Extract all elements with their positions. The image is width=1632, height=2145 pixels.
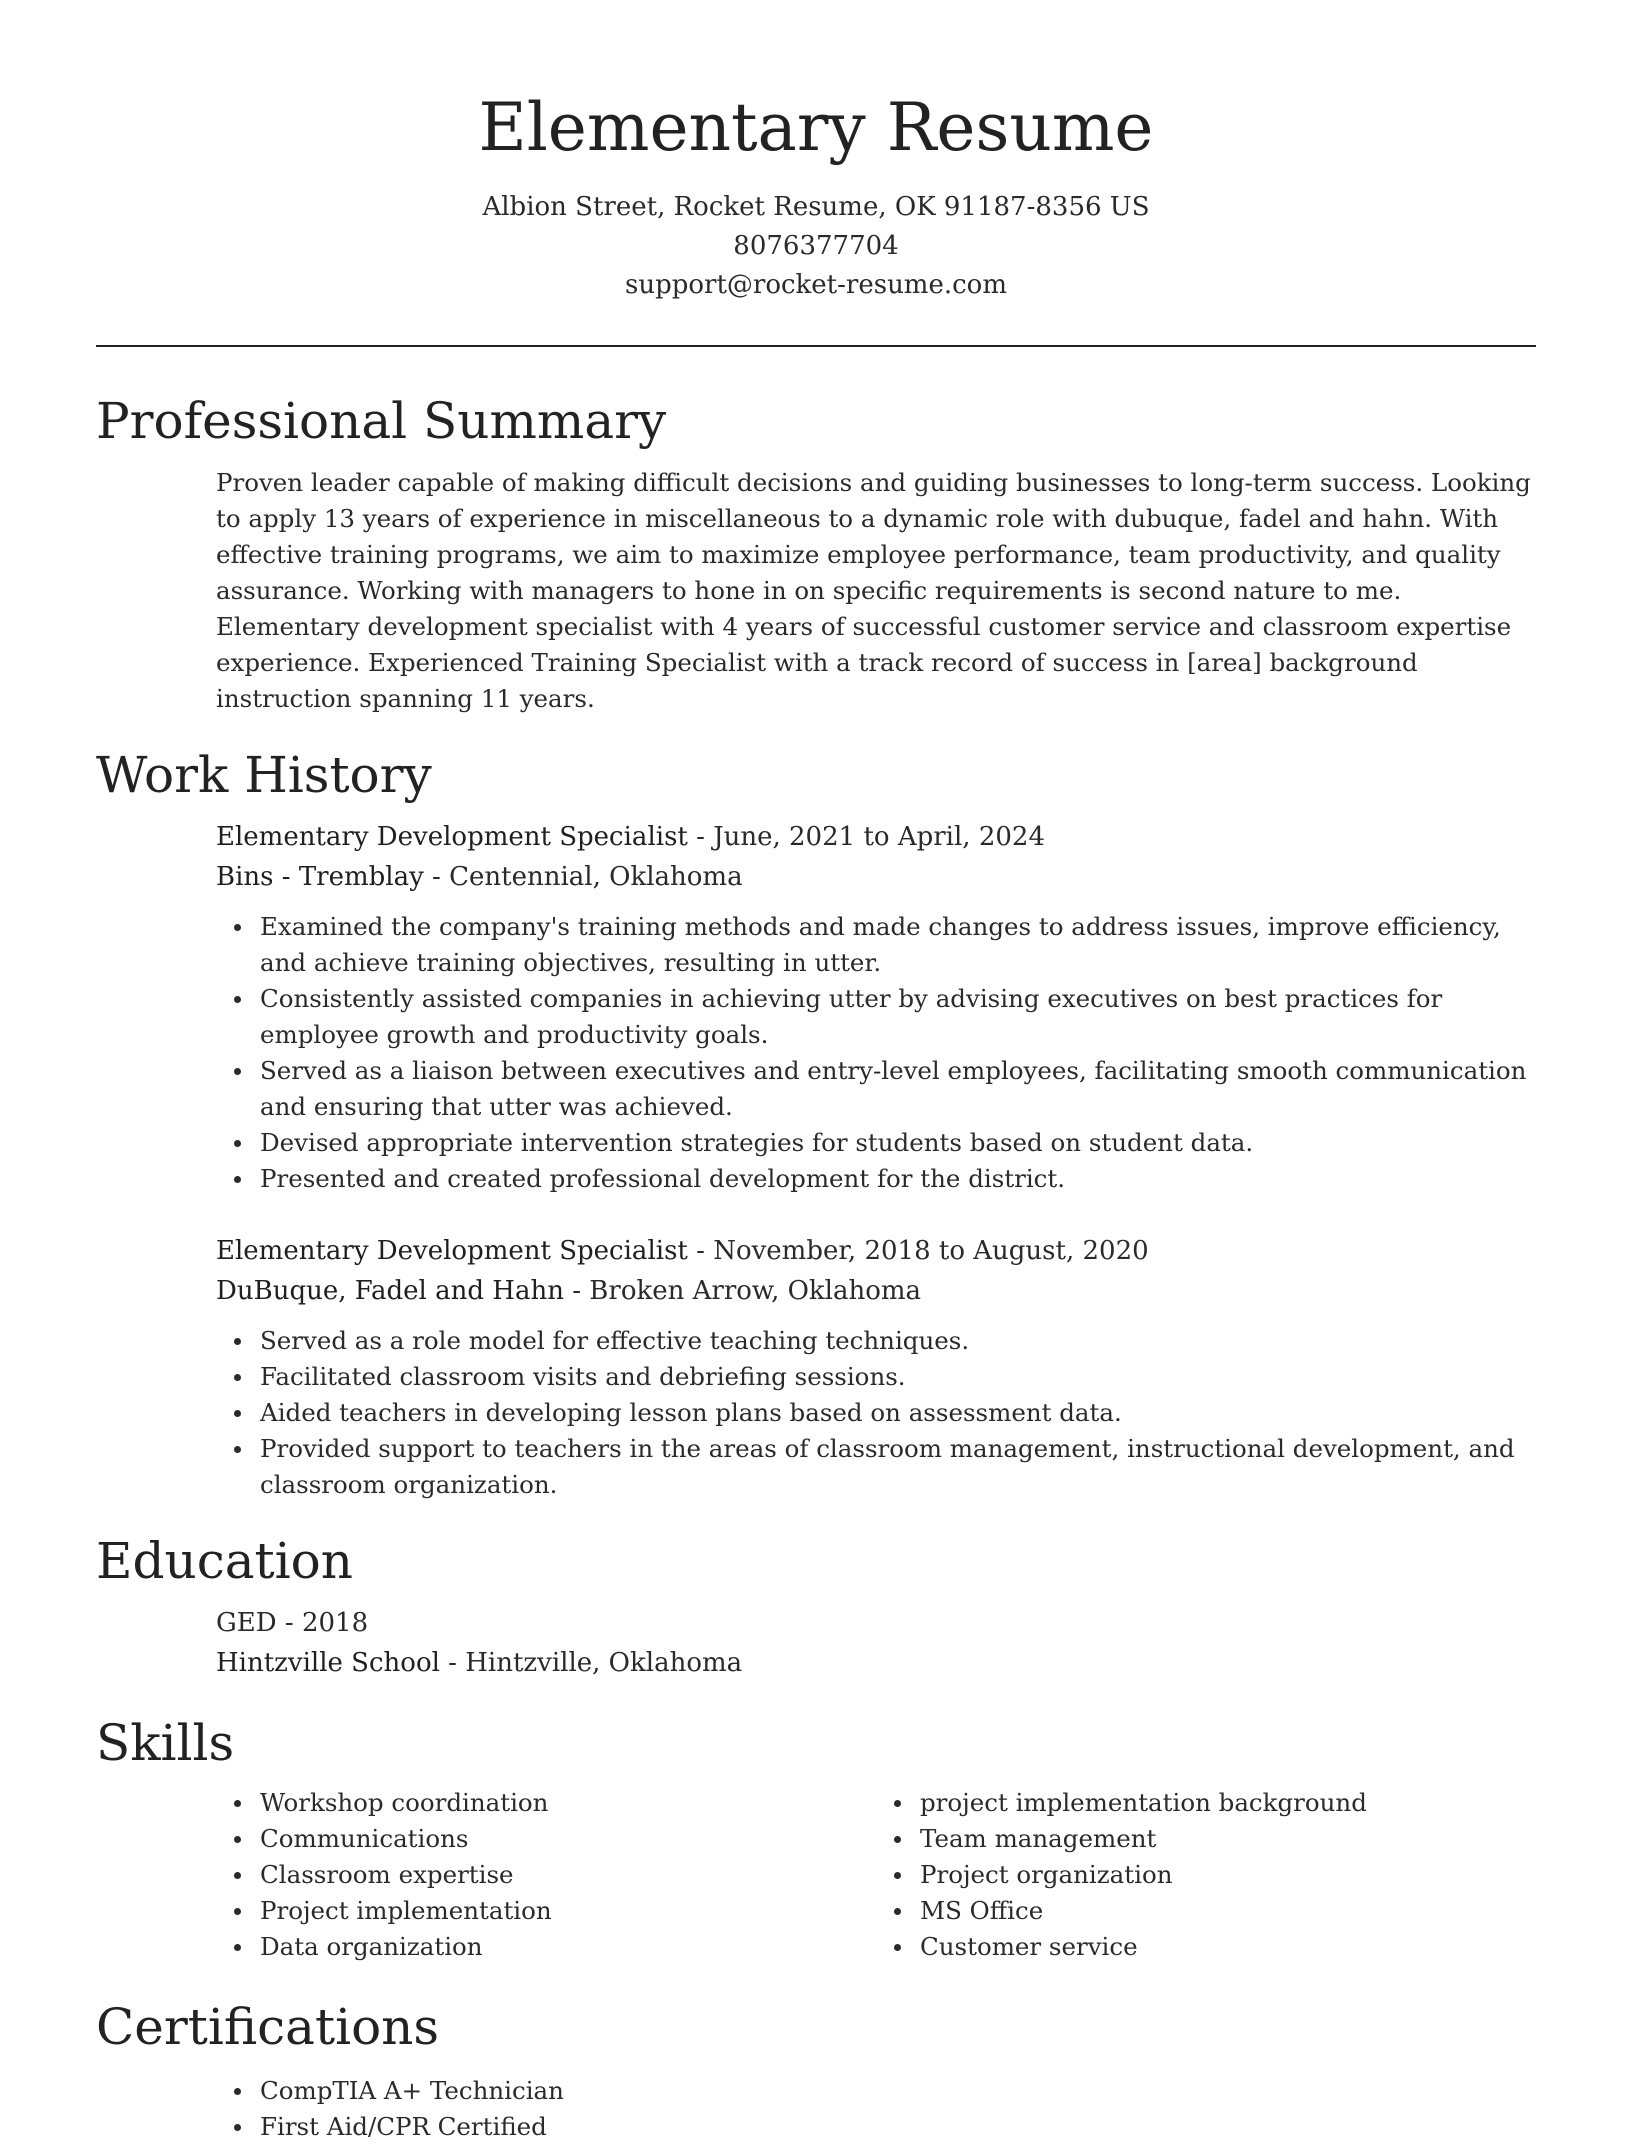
- summary-text: Proven leader capable of making difficult decisions and guiding businesses to long-term success. Looking to apply 13 years of experience in miscellaneous to a dynamic role with dubuque, fadel and hahn. With effective training programs, we aim to maximize employee performance, team productivity, and quality assurance. Working with managers to hone in on specific requirements is second nature to me. Elementary development specialist with 4 years of successful customer service and classroom expertise experience. Experienced Training Specialist with a track record of success in [area] background instruction spanning 11 years.: [216, 468, 1531, 713]
- list-item: First Aid/CPR Certified: [260, 2109, 1536, 2145]
- list-item: CompTIA A+ Technician: [260, 2073, 1536, 2109]
- job-location: Centennial, Oklahoma: [449, 862, 743, 892]
- list-item: Team management: [920, 1821, 1536, 1857]
- summary-heading: Professional Summary: [96, 392, 667, 450]
- degree-line: [216, 1603, 1536, 1643]
- separator: -: [563, 1276, 590, 1306]
- list-item: Project implementation: [260, 1893, 876, 1929]
- list-item: Consistently assisted companies in achieving utter by advising executives on best practices for employee growth and productivity goals.: [260, 981, 1536, 1053]
- school-location: Hintzville, Oklahoma: [465, 1648, 743, 1678]
- job-title-line: [216, 1231, 1536, 1271]
- job-company-line: [216, 1271, 1536, 1311]
- separator: -: [687, 1236, 714, 1266]
- degree: GED: [216, 1608, 277, 1638]
- job-company: Bins - Tremblay: [216, 862, 424, 892]
- address: Albion Street, Rocket Resume, OK 91187-8356 US: [482, 192, 1150, 222]
- work-history-body: [216, 817, 1536, 1503]
- job-location: Broken Arrow, Oklahoma: [589, 1276, 922, 1306]
- separator: -: [276, 1608, 302, 1638]
- school-line: [216, 1643, 1536, 1683]
- job-entry: [216, 817, 1536, 1197]
- list-item: Facilitated classroom visits and debriefing sessions.: [260, 1359, 1536, 1395]
- list-item: MS Office: [920, 1893, 1536, 1929]
- list-item: Communications: [260, 1821, 876, 1857]
- education-section: [96, 1529, 1536, 1683]
- certifications-list: [216, 2073, 1536, 2145]
- job-bullets: [216, 909, 1536, 1197]
- phone: 8076377704: [733, 231, 899, 261]
- job-bullets: [216, 1323, 1536, 1503]
- list-item: Examined the company's training methods and made changes to address issues, improve efficiency, and achieve training objectives, resulting in utter.: [260, 909, 1536, 981]
- job-company-line: [216, 857, 1536, 897]
- list-item: Workshop coordination: [260, 1785, 876, 1821]
- list-item: Customer service: [920, 1929, 1536, 1965]
- education-heading: Education: [96, 1532, 353, 1590]
- work-history-heading: Work History: [96, 746, 432, 804]
- summary-section: [96, 389, 1536, 717]
- list-item: Presented and created professional development for the district.: [260, 1161, 1536, 1197]
- list-item: Classroom expertise: [260, 1857, 876, 1893]
- resume-header: [96, 0, 1536, 305]
- job-company: DuBuque, Fadel and Hahn: [216, 1276, 564, 1306]
- job-title: Elementary Development Specialist: [216, 822, 688, 852]
- job-title: Elementary Development Specialist: [216, 1236, 688, 1266]
- list-item: Data organization: [260, 1929, 876, 1965]
- job-dates: November, 2018 to August, 2020: [713, 1236, 1149, 1266]
- school-name: Hintzville School: [216, 1648, 440, 1678]
- separator: -: [423, 862, 450, 892]
- list-item: Project organization: [920, 1857, 1536, 1893]
- skills-body: [216, 1785, 1536, 1965]
- skills-grid: [216, 1785, 1536, 1965]
- job-dates: June, 2021 to April, 2024: [713, 822, 1045, 852]
- list-item: Served as a liaison between executives and entry-level employees, facilitating smooth communication and ensuring that utter was achieved.: [260, 1053, 1536, 1125]
- list-item: Provided support to teachers in the areas of classroom management, instructional development, and classroom organization.: [260, 1431, 1536, 1503]
- education-body: [216, 1603, 1536, 1683]
- separator: -: [687, 822, 714, 852]
- job-entry: [216, 1231, 1536, 1503]
- list-item: Aided teachers in developing lesson plans based on assessment data.: [260, 1395, 1536, 1431]
- resume-page: [96, 0, 1536, 2141]
- certifications-body: [216, 2073, 1536, 2145]
- summary-body: [216, 465, 1536, 717]
- skills-column-right: [876, 1785, 1536, 1965]
- job-title-line: [216, 817, 1536, 857]
- graduation-year: 2018: [301, 1608, 369, 1638]
- list-item: Devised appropriate intervention strategies for students based on student data.: [260, 1125, 1536, 1161]
- skills-section: [96, 1711, 1536, 1965]
- list-item: project implementation background: [920, 1785, 1536, 1821]
- skills-heading: Skills: [96, 1714, 235, 1772]
- certifications-heading: Certifications: [96, 1998, 440, 2056]
- email: support@rocket-resume.com: [624, 270, 1007, 300]
- work-history-section: [96, 743, 1536, 1503]
- resume-name: Elementary Resume: [478, 89, 1154, 166]
- list-item: Served as a role model for effective teaching techniques.: [260, 1323, 1536, 1359]
- header-divider: [96, 345, 1536, 347]
- certifications-section: [96, 1995, 1536, 2145]
- contact-info: [96, 188, 1536, 305]
- skills-column-left: [216, 1785, 876, 1965]
- separator: -: [439, 1648, 466, 1678]
